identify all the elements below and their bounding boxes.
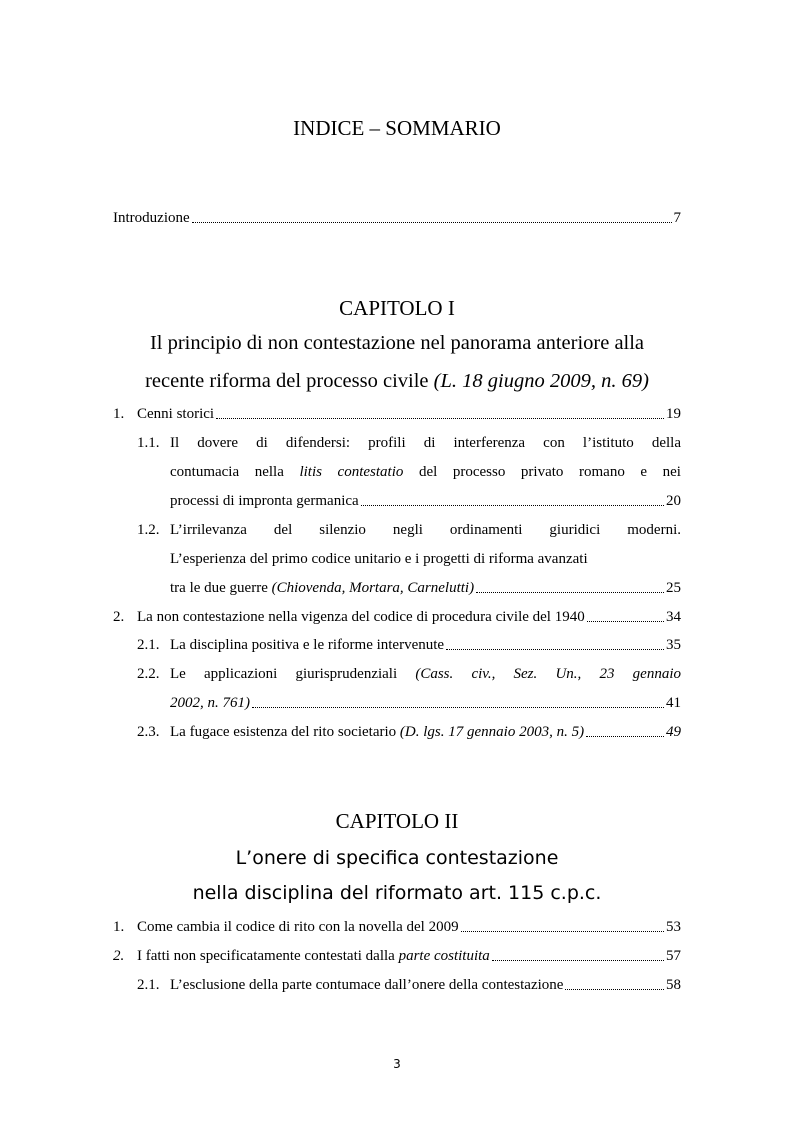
- toc-entry-2-2-line2[interactable]: [170, 693, 681, 713]
- toc-entry-number: 1.1.: [137, 435, 160, 451]
- toc-entry-label: Come cambia il codice di rito con la novella del 2009: [137, 919, 459, 935]
- toc-entry-1-1-line3[interactable]: [170, 491, 681, 511]
- toc-entry-label: I fatti non specificatamente contestati dalla parte costituita: [137, 948, 490, 964]
- dot-leader: [361, 504, 664, 506]
- chapter1-heading: CAPITOLO I: [339, 296, 455, 320]
- toc-entry-2-2-line1[interactable]: Le applicazioni giurisprudenziali (Cass. civ., Sez. Un., 23 gennaio: [170, 666, 681, 682]
- chapter2-heading: CAPITOLO II: [335, 809, 459, 833]
- page-title: INDICE – SOMMARIO: [293, 116, 501, 140]
- chapter1-subtitle-line2: recente riforma del processo civile (L. 18 giugno 2009, n. 69): [145, 370, 649, 392]
- dot-leader: [492, 959, 664, 961]
- toc-entry-label: La fugace esistenza del rito societario (D. lgs. 17 gennaio 2003, n. 5): [170, 724, 585, 740]
- toc-entry-novella-2009[interactable]: [137, 917, 681, 937]
- toc-entry-label: 2002, n. 761): [170, 695, 250, 711]
- toc-entry-page: 49: [666, 724, 681, 740]
- dot-leader: [252, 706, 664, 708]
- toc-entry-1-2-line1[interactable]: L’irrilevanza del silenzio negli ordinamenti giuridici moderni.: [170, 522, 681, 538]
- dot-leader: [476, 591, 664, 593]
- toc-entry-page: 7: [673, 210, 681, 226]
- toc-entry-page: 57: [666, 948, 681, 964]
- toc-entry-label: Introduzione: [113, 210, 190, 226]
- toc-entry-label: La non contestazione nella vigenza del codice di procedura civile del 1940: [137, 609, 585, 625]
- dot-leader: [446, 648, 664, 650]
- dot-leader: [587, 620, 664, 622]
- toc-entry-page: 35: [666, 637, 681, 653]
- toc-entry-number: 2.1.: [137, 977, 160, 993]
- chapter2-subtitle-line2: nella disciplina del riformato art. 115 c.p.c.: [192, 882, 602, 904]
- dot-leader: [192, 221, 672, 223]
- toc-entry-number: 2.1.: [137, 637, 160, 653]
- dot-leader: [216, 417, 664, 419]
- toc-entry-page: 25: [666, 580, 681, 596]
- toc-entry-number: 2.: [113, 948, 125, 964]
- toc-entry-number: 2.: [113, 609, 125, 625]
- toc-entry-page: 53: [666, 919, 681, 935]
- toc-entry-1-2-line2[interactable]: L’esperienza del primo codice unitario e i progetti di riforma avanzati: [170, 551, 588, 567]
- toc-entry-2-1[interactable]: [170, 635, 681, 655]
- toc-entry-page: 19: [666, 406, 681, 422]
- toc-entry-page: 34: [666, 609, 681, 625]
- chapter1-subtitle-law: (L. 18 giugno 2009, n. 69): [433, 370, 649, 392]
- toc-entry-1-1-line2[interactable]: contumacia nella litis contestatio del processo privato romano e nei: [170, 464, 681, 480]
- chapter1-subtitle-line1: Il principio di non contestazione nel panorama anteriore alla: [149, 332, 645, 354]
- toc-entry-label: L’esclusione della parte contumace dall’onere della contestazione: [170, 977, 564, 993]
- toc-entry-non-contestazione-1940[interactable]: [137, 607, 681, 627]
- toc-entry-label: Cenni storici: [137, 406, 215, 422]
- toc-entry-page: 41: [666, 695, 681, 711]
- toc-entry-2-3[interactable]: [170, 722, 681, 742]
- toc-entry-number: 2.2.: [137, 666, 160, 682]
- toc-entry-number: 1.2.: [137, 522, 160, 538]
- toc-entry-number: 2.3.: [137, 724, 160, 740]
- dot-leader: [586, 735, 664, 737]
- toc-entry-label: tra le due guerre (Chiovenda, Mortara, Carnelutti): [170, 580, 475, 596]
- toc-entry-label: La disciplina positiva e le riforme intervenute: [170, 637, 445, 653]
- toc-entry-introduzione[interactable]: [113, 208, 681, 228]
- toc-entry-fatti-non-contestati[interactable]: [137, 946, 681, 966]
- toc-entry-label: processi di impronta germanica: [170, 493, 359, 509]
- chapter2-subtitle-line1: L’onere di specifica contestazione: [235, 847, 559, 869]
- toc-entry-1-1-line1[interactable]: Il dovere di difendersi: profili di interferenza con l’istituto della: [170, 435, 681, 451]
- dot-leader: [565, 988, 664, 990]
- dot-leader: [461, 930, 664, 932]
- toc-entry-page: 58: [666, 977, 681, 993]
- page-number: 3: [393, 1057, 401, 1071]
- toc-entry-cenni-storici[interactable]: [137, 404, 681, 424]
- toc-entry-1-2-line3[interactable]: [170, 578, 681, 598]
- toc-entry-number: 1.: [113, 406, 125, 422]
- toc-entry-page: 20: [666, 493, 681, 509]
- toc-entry-esclusione-contumace[interactable]: [170, 975, 681, 995]
- toc-entry-number: 1.: [113, 919, 125, 935]
